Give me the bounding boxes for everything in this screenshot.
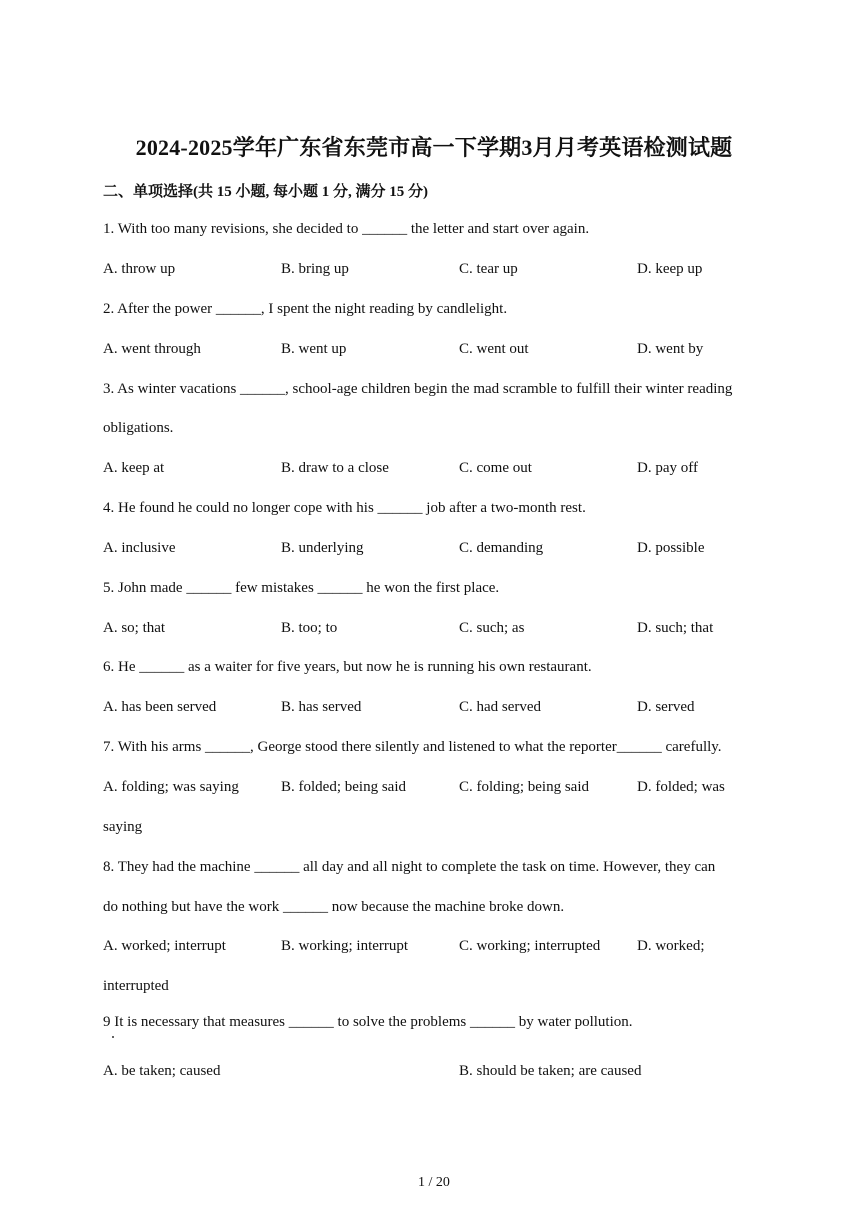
- question-8-option-d-wrap: interrupted: [103, 978, 169, 994]
- question-2-option-b: B. went up: [281, 341, 347, 357]
- question-1-option-d: D. keep up: [637, 261, 703, 277]
- question-2-option-a: A. went through: [103, 341, 201, 357]
- stray-dot: [112, 1036, 114, 1038]
- question-4-option-b: B. underlying: [281, 540, 364, 556]
- question-6-option-b: B. has served: [281, 699, 362, 715]
- question-4-option-d: D. possible: [637, 540, 705, 556]
- question-7-option-d: D. folded; was: [637, 779, 725, 795]
- question-8-option-d: D. worked;: [637, 938, 705, 954]
- question-6-stem: 6. He ______ as a waiter for five years, but now he is running his own restaurant.: [103, 659, 592, 675]
- question-2-option-d: D. went by: [637, 341, 704, 357]
- question-7-option-a: A. folding; was saying: [103, 779, 239, 795]
- question-4-option-a: A. inclusive: [103, 540, 176, 556]
- question-7-option-c: C. folding; being said: [459, 779, 589, 795]
- question-6-option-d: D. served: [637, 699, 695, 715]
- question-2-option-c: C. went out: [459, 341, 529, 357]
- question-8-option-a: A. worked; interrupt: [103, 938, 226, 954]
- question-8-option-b: B. working; interrupt: [281, 938, 409, 954]
- question-1-option-a: A. throw up: [103, 261, 176, 277]
- question-1-option-b: B. bring up: [281, 261, 349, 277]
- question-5-option-a: A. so; that: [103, 620, 166, 636]
- question-8-option-c: C. working; interrupted: [459, 938, 601, 954]
- question-1-stem: 1. With too many revisions, she decided to ______ the letter and start over again.: [103, 221, 590, 237]
- question-9-option-a: A. be taken; caused: [103, 1063, 221, 1079]
- question-7-option-d-wrap: saying: [103, 819, 143, 835]
- question-7-option-b: B. folded; being said: [281, 779, 406, 795]
- question-5-option-d: D. such; that: [637, 620, 714, 636]
- question-7-stem: 7. With his arms ______, George stood there silently and listened to what the reporter______ carefully.: [103, 739, 722, 755]
- question-8-stem: 8. They had the machine ______ all day and all night to complete the task on time. However, they can: [103, 859, 716, 875]
- question-6-option-a: A. has been served: [103, 699, 217, 715]
- question-5-option-b: B. too; to: [281, 620, 338, 636]
- question-9-stem: 9 It is necessary that measures ______ to solve the problems ______ by water pollution.: [103, 1014, 633, 1030]
- question-3-option-c: C. come out: [459, 460, 532, 476]
- page-title: 2024-2025学年广东省东莞市高一下学期3月月考英语检测试题: [135, 135, 733, 160]
- section-heading: 二、单项选择(共 15 小题, 每小题 1 分, 满分 15 分): [103, 184, 428, 200]
- question-3-option-a: A. keep at: [103, 460, 165, 476]
- question-3-stem-cont: obligations.: [103, 420, 174, 436]
- question-5-stem: 5. John made ______ few mistakes ______ he won the first place.: [103, 580, 500, 596]
- page-number: 1 / 20: [418, 1175, 450, 1190]
- question-3-stem: 3. As winter vacations ______, school-age children begin the mad scramble to fulfill their winter reading: [103, 381, 733, 397]
- question-3-option-d: D. pay off: [637, 460, 698, 476]
- question-5-option-c: C. such; as: [459, 620, 525, 636]
- question-6-option-c: C. had served: [459, 699, 542, 715]
- question-4-option-c: C. demanding: [459, 540, 544, 556]
- question-3-option-b: B. draw to a close: [281, 460, 389, 476]
- question-2-stem: 2. After the power ______, I spent the night reading by candlelight.: [103, 301, 508, 317]
- question-9-option-b: B. should be taken; are caused: [459, 1063, 642, 1079]
- question-8-stem-cont: do nothing but have the work ______ now because the machine broke down.: [103, 899, 565, 915]
- question-4-stem: 4. He found he could no longer cope with his ______ job after a two-month rest.: [103, 500, 586, 516]
- question-1-option-c: C. tear up: [459, 261, 518, 277]
